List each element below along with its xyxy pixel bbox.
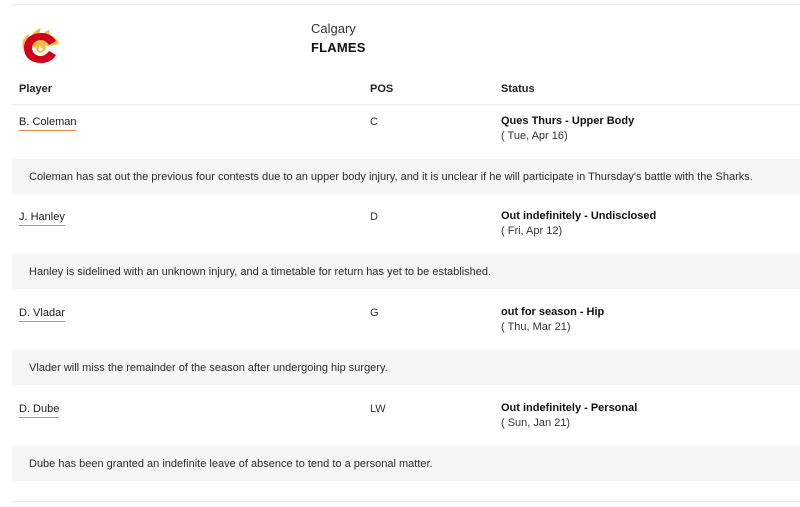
injury-note: Vlader will miss the remainder of the season after undergoing hip surgery. (12, 350, 800, 385)
position-cell: D (370, 211, 378, 223)
team-name: FLAMES (311, 40, 366, 55)
status-date: ( Thu, Mar 21) (501, 321, 571, 333)
status-text: Out indefinitely - Personal (501, 402, 638, 414)
table-row (12, 392, 800, 481)
status-date: ( Fri, Apr 12) (501, 225, 563, 237)
position-cell: LW (370, 403, 386, 415)
player-link[interactable]: D. Vladar (19, 307, 65, 322)
injury-note: Hanley is sidelined with an unknown injury, and a timetable for return has yet to be established. (12, 254, 800, 289)
player-row (12, 296, 800, 350)
team-city: Calgary (311, 21, 356, 36)
player-link[interactable]: D. Dube (19, 403, 59, 418)
player-link[interactable]: J. Hanley (19, 211, 65, 226)
table-row (12, 200, 800, 289)
team-header (0, 0, 800, 80)
injury-note: Dube has been granted an indefinite leave of absence to tend to a personal matter. (12, 446, 800, 481)
player-link[interactable]: B. Coleman (19, 116, 76, 131)
column-header-status: Status (501, 83, 535, 95)
flames-logo-icon (19, 27, 61, 65)
status-text: Out indefinitely - Undisclosed (501, 210, 657, 222)
column-header-player: Player (19, 83, 53, 95)
position-cell: G (370, 307, 379, 319)
status-date: ( Tue, Apr 16) (501, 130, 568, 142)
injury-note: Coleman has sat out the previous four contests due to an upper body injury, and it is unclear if he will participate in Thursday's battle with the Sharks. (12, 159, 800, 194)
position-cell: C (370, 116, 378, 128)
table-row (12, 105, 800, 194)
status-date: ( Sun, Jan 21) (501, 417, 571, 429)
column-header-pos: POS (370, 83, 394, 95)
player-row (12, 392, 800, 446)
table-row (12, 296, 800, 385)
bottom-divider (12, 501, 800, 502)
player-row (12, 105, 800, 159)
player-row (12, 200, 800, 254)
status-text: out for season - Hip (501, 306, 605, 318)
table-header (12, 78, 800, 105)
status-text: Ques Thurs - Upper Body (501, 115, 635, 127)
